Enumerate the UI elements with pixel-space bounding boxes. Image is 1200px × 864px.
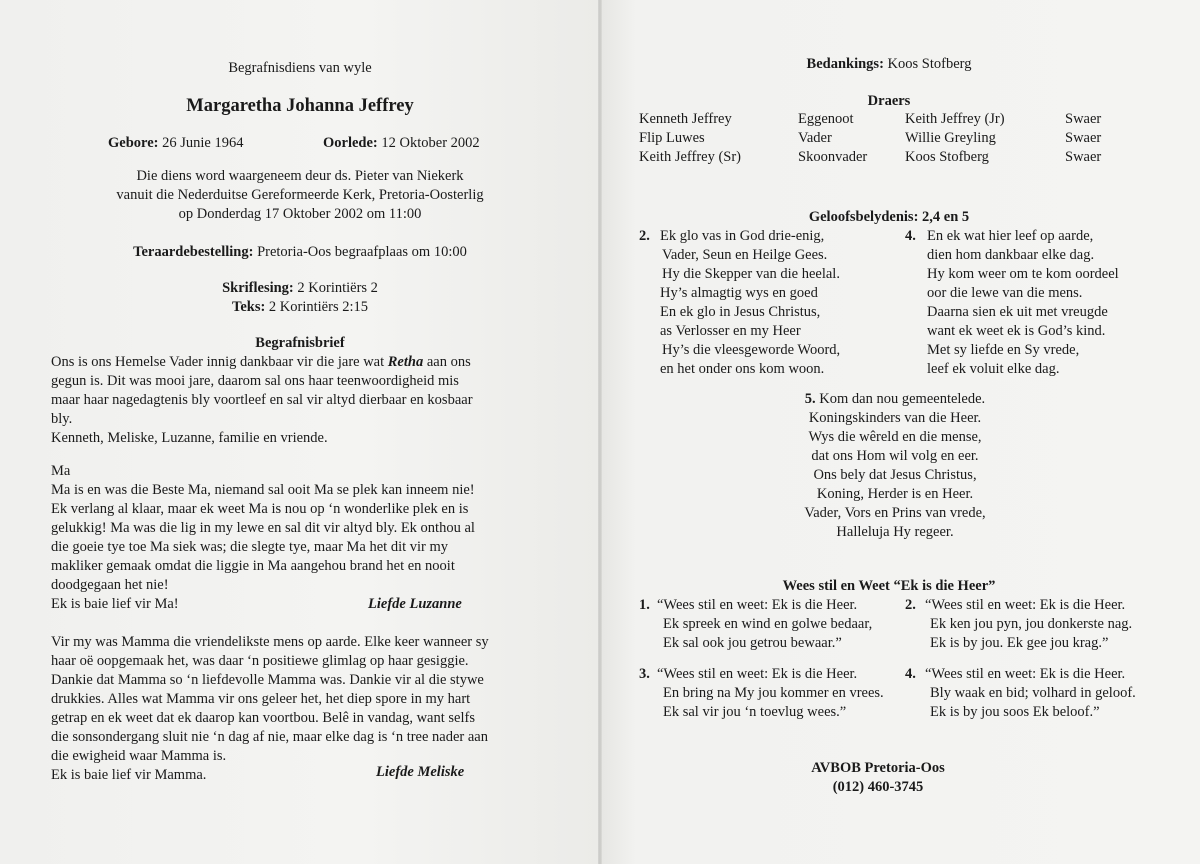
creed-verse-5 bbox=[770, 390, 1020, 542]
verse-line: Daarna sien ek uit met vreugde bbox=[927, 304, 1108, 320]
verse-line: En ek glo in Jesus Christus, bbox=[660, 304, 821, 320]
letter-text: aan ons bbox=[426, 354, 471, 370]
died-label: Oorlede: bbox=[323, 135, 378, 151]
song-verse-3 bbox=[657, 665, 884, 722]
service-line: Die diens word waargeneem deur ds. Pieter van Niekerk bbox=[136, 168, 464, 184]
verse-text: Kom dan nou gemeentelede. bbox=[819, 391, 986, 407]
bearer-name: Keith Jeffrey (Sr) bbox=[639, 149, 742, 165]
song-line: Ek is by jou soos Ek beloof.” bbox=[930, 704, 1100, 720]
thanks-label: Bedankings: bbox=[806, 56, 884, 72]
letter-heading: Begrafnisbrief bbox=[255, 335, 345, 351]
service-line: vanuit die Nederduitse Gereformeerde Kerk, Pretoria-Oosterlig bbox=[116, 187, 484, 203]
bearer-name: Keith Jeffrey (Jr) bbox=[905, 111, 1005, 127]
table-row bbox=[639, 129, 1101, 148]
bearers-table bbox=[639, 110, 1101, 167]
verse-5-number: 5. bbox=[804, 391, 816, 407]
retha-name: Retha bbox=[387, 354, 424, 370]
song-1-number: 1. bbox=[639, 597, 650, 613]
intro-text: Begrafnisdiens van wyle bbox=[228, 60, 372, 76]
bearer-relation: Vader bbox=[798, 130, 832, 146]
creed-verse-2 bbox=[660, 227, 840, 379]
song-line: “Wees stil en weet: Ek is die Heer. bbox=[657, 666, 858, 682]
verse-line: Koning, Herder is en Heer. bbox=[816, 486, 974, 502]
tribute-mamma-signature: Liefde Meliske bbox=[376, 764, 465, 780]
tribute-line: die ewigheid waar Mamma is. bbox=[51, 748, 227, 764]
song-line: “Wees stil en weet: Ek is die Heer. bbox=[657, 597, 858, 613]
verse-line: en het onder ons kom woon. bbox=[660, 361, 825, 377]
tribute-line: Ma is en was die Beste Ma, niemand sal ooit Ma se plek kan inneem nie! bbox=[51, 482, 475, 498]
verse-line: leef ek voluit elke dag. bbox=[927, 361, 1060, 377]
born-date bbox=[108, 134, 243, 153]
song-line: “Wees stil en weet: Ek is die Heer. bbox=[925, 597, 1126, 613]
song-line: Ek is by jou. Ek gee jou krag.” bbox=[930, 635, 1109, 651]
verse-line bbox=[770, 390, 1020, 409]
creed-verse-4 bbox=[927, 227, 1119, 379]
reading-value: 2 Korintiërs 2 bbox=[297, 280, 378, 296]
burial-value: Pretoria-Oos begraafplaas om 10:00 bbox=[257, 244, 467, 260]
tribute-line: die sonsondergang sluit nie ‘n dag af nie, maar elke dag is ‘n tree nader aan bbox=[51, 729, 488, 745]
creed-heading: Geloofsbelydenis: 2,4 en 5 bbox=[808, 209, 970, 225]
text-value: 2 Korintiërs 2:15 bbox=[268, 299, 368, 315]
bearer-name: Kenneth Jeffrey bbox=[639, 111, 732, 127]
tribute-line: Ek verlang al klaar, maar ek weet Ma is nou op ‘n wonderlike plek en is bbox=[51, 501, 469, 517]
verse-line: Wys die wêreld en die mense, bbox=[808, 429, 982, 445]
funeral-home-phone: (012) 460-3745 bbox=[832, 779, 924, 795]
bearer-relation: Skoonvader bbox=[798, 149, 868, 165]
tribute-ma-heading: Ma bbox=[51, 463, 71, 479]
verse-line: Vader, Vors en Prins van vrede, bbox=[804, 505, 986, 521]
song-verse-2 bbox=[925, 596, 1132, 653]
song-verse-4 bbox=[925, 665, 1136, 722]
table-row bbox=[639, 148, 1101, 167]
verse-line: Hy’s almagtig wys en goed bbox=[660, 285, 818, 301]
verse-line: Hy die Skepper van die heelal. bbox=[662, 266, 840, 282]
page-fold bbox=[598, 0, 602, 864]
letter-text: Ons is ons Hemelse Vader innig dankbaar vir die jare wat bbox=[51, 354, 385, 370]
verse-line: oor die lewe van die mens. bbox=[927, 285, 1083, 301]
sermon-text bbox=[0, 298, 600, 317]
tribute-line: getrap en ek weet dat ek daarop kan voortbou. Belê in vandag, want selfs bbox=[51, 710, 475, 726]
scripture-reading bbox=[0, 279, 600, 298]
tribute-line: makliker gemaak omdat die liggie in Ma aangehou brand het en nooit bbox=[51, 558, 455, 574]
tribute-line: Vir my was Mamma die vriendelikste mens op aarde. Elke keer wanneer sy bbox=[51, 634, 489, 650]
tribute-line: drukkies. Alles wat Mamma vir ons geleer het, het diep spore in my hart bbox=[51, 691, 471, 707]
letter-signature: Kenneth, Meliske, Luzanne, familie en vriende. bbox=[51, 430, 328, 446]
tribute-line: die goeie tye toe Ma siek was; die slegte tye, maar Ma het dit vir my bbox=[51, 539, 449, 555]
died-value: 12 Oktober 2002 bbox=[381, 135, 480, 151]
letter-paragraph bbox=[51, 353, 571, 448]
verse-line: Halleluja Hy regeer. bbox=[836, 524, 954, 540]
verse-line: Met sy liefde en Sy vrede, bbox=[927, 342, 1080, 358]
verse-2-number: 2. bbox=[639, 228, 650, 244]
letter-line bbox=[51, 353, 571, 372]
verse-line: Hy kom weer om te kom oordeel bbox=[927, 266, 1119, 282]
died-date bbox=[323, 134, 480, 153]
song-line: En bring na My jou kommer en vrees. bbox=[663, 685, 884, 701]
song-line: “Wees stil en weet: Ek is die Heer. bbox=[925, 666, 1126, 682]
deceased-name: Margaretha Johanna Jeffrey bbox=[186, 96, 414, 116]
bearer-relation: Swaer bbox=[1065, 111, 1102, 127]
thanks-value: Koos Stofberg bbox=[887, 56, 972, 72]
reading-label: Skriflesing: bbox=[222, 280, 294, 296]
burial-label: Teraardebestelling: bbox=[133, 244, 254, 260]
bearer-name: Willie Greyling bbox=[905, 130, 996, 146]
text-label: Teks: bbox=[231, 299, 266, 315]
verse-line: Hy’s die vleesgeworde Woord, bbox=[662, 342, 841, 358]
table-row bbox=[639, 110, 1101, 129]
verse-4-number: 4. bbox=[905, 228, 916, 244]
bearer-relation: Swaer bbox=[1065, 130, 1102, 146]
song-line: Ek sal ook jou getrou bewaar.” bbox=[663, 635, 842, 651]
tribute-closing: Ek is baie lief vir Mamma. bbox=[51, 767, 207, 783]
verse-line: Ek glo vas in God drie-enig, bbox=[660, 228, 825, 244]
letter-line: bly. bbox=[51, 411, 73, 427]
bearer-relation: Swaer bbox=[1065, 149, 1102, 165]
born-value: 26 Junie 1964 bbox=[162, 135, 244, 151]
intro-line bbox=[0, 59, 600, 78]
burial-info bbox=[0, 243, 600, 262]
tribute-line: gelukkig! Ma was die lig in my lewe en sal dit vir altyd bly. Ek onthou al bbox=[51, 520, 475, 536]
song-heading: Wees stil en Weet “Ek is die Heer” bbox=[782, 578, 996, 594]
thanks-line bbox=[600, 55, 1178, 74]
bearer-name: Flip Luwes bbox=[639, 130, 705, 146]
verse-line: En ek wat hier leef op aarde, bbox=[927, 228, 1094, 244]
service-line: op Donderdag 17 Oktober 2002 om 11:00 bbox=[178, 206, 422, 222]
tribute-line: haar oë oopgemaak het, was daar ‘n positiewe glimlag op haar gesiggie. bbox=[51, 653, 469, 669]
verse-line: Koningskinders van die Heer. bbox=[808, 410, 982, 426]
song-verse-1 bbox=[657, 596, 872, 653]
song-line: Ek ken jou pyn, jou donkerste nag. bbox=[930, 616, 1133, 632]
bearer-relation: Eggenoot bbox=[798, 111, 854, 127]
verse-line: as Verlosser en my Heer bbox=[660, 323, 801, 339]
tribute-ma-signature: Liefde Luzanne bbox=[368, 596, 462, 612]
verse-line: dat ons Hom wil volg en eer. bbox=[811, 448, 979, 464]
letter-line: maar haar nagedagtenis bly voortleef en sal vir altyd dierbaar en kosbaar bbox=[51, 392, 473, 408]
tribute-mamma bbox=[51, 633, 581, 785]
verse-line: Ons bely dat Jesus Christus, bbox=[813, 467, 977, 483]
verse-line: dien hom dankbaar elke dag. bbox=[927, 247, 1095, 263]
bearer-name: Koos Stofberg bbox=[905, 149, 989, 165]
song-line: Ek sal vir jou ‘n toevlug wees.” bbox=[663, 704, 847, 720]
tribute-line: Dankie dat Mamma so ‘n liefdevolle Mamma was. Dankie vir al die stywe bbox=[51, 672, 484, 688]
letter-line: gegun is. Dit was mooi jare, daarom sal ons haar teenwoordigheid mis bbox=[51, 373, 459, 389]
born-label: Gebore: bbox=[108, 135, 159, 151]
song-4-number: 4. bbox=[905, 666, 916, 682]
song-line: Bly waak en bid; volhard in geloof. bbox=[930, 685, 1136, 701]
song-line: Ek spreek en wind en golwe bedaar, bbox=[663, 616, 873, 632]
verse-line: Vader, Seun en Heilge Gees. bbox=[662, 247, 828, 263]
tribute-closing: Ek is baie lief vir Ma! bbox=[51, 596, 179, 612]
funeral-home-name: AVBOB Pretoria-Oos bbox=[811, 760, 945, 776]
song-2-number: 2. bbox=[905, 597, 916, 613]
bearers-heading: Draers bbox=[867, 93, 911, 109]
verse-line: want ek weet ek is God’s kind. bbox=[927, 323, 1106, 339]
song-3-number: 3. bbox=[639, 666, 650, 682]
service-info bbox=[0, 167, 600, 224]
tribute-line: doodgegaan het nie! bbox=[51, 577, 169, 593]
tribute-ma bbox=[51, 462, 571, 614]
